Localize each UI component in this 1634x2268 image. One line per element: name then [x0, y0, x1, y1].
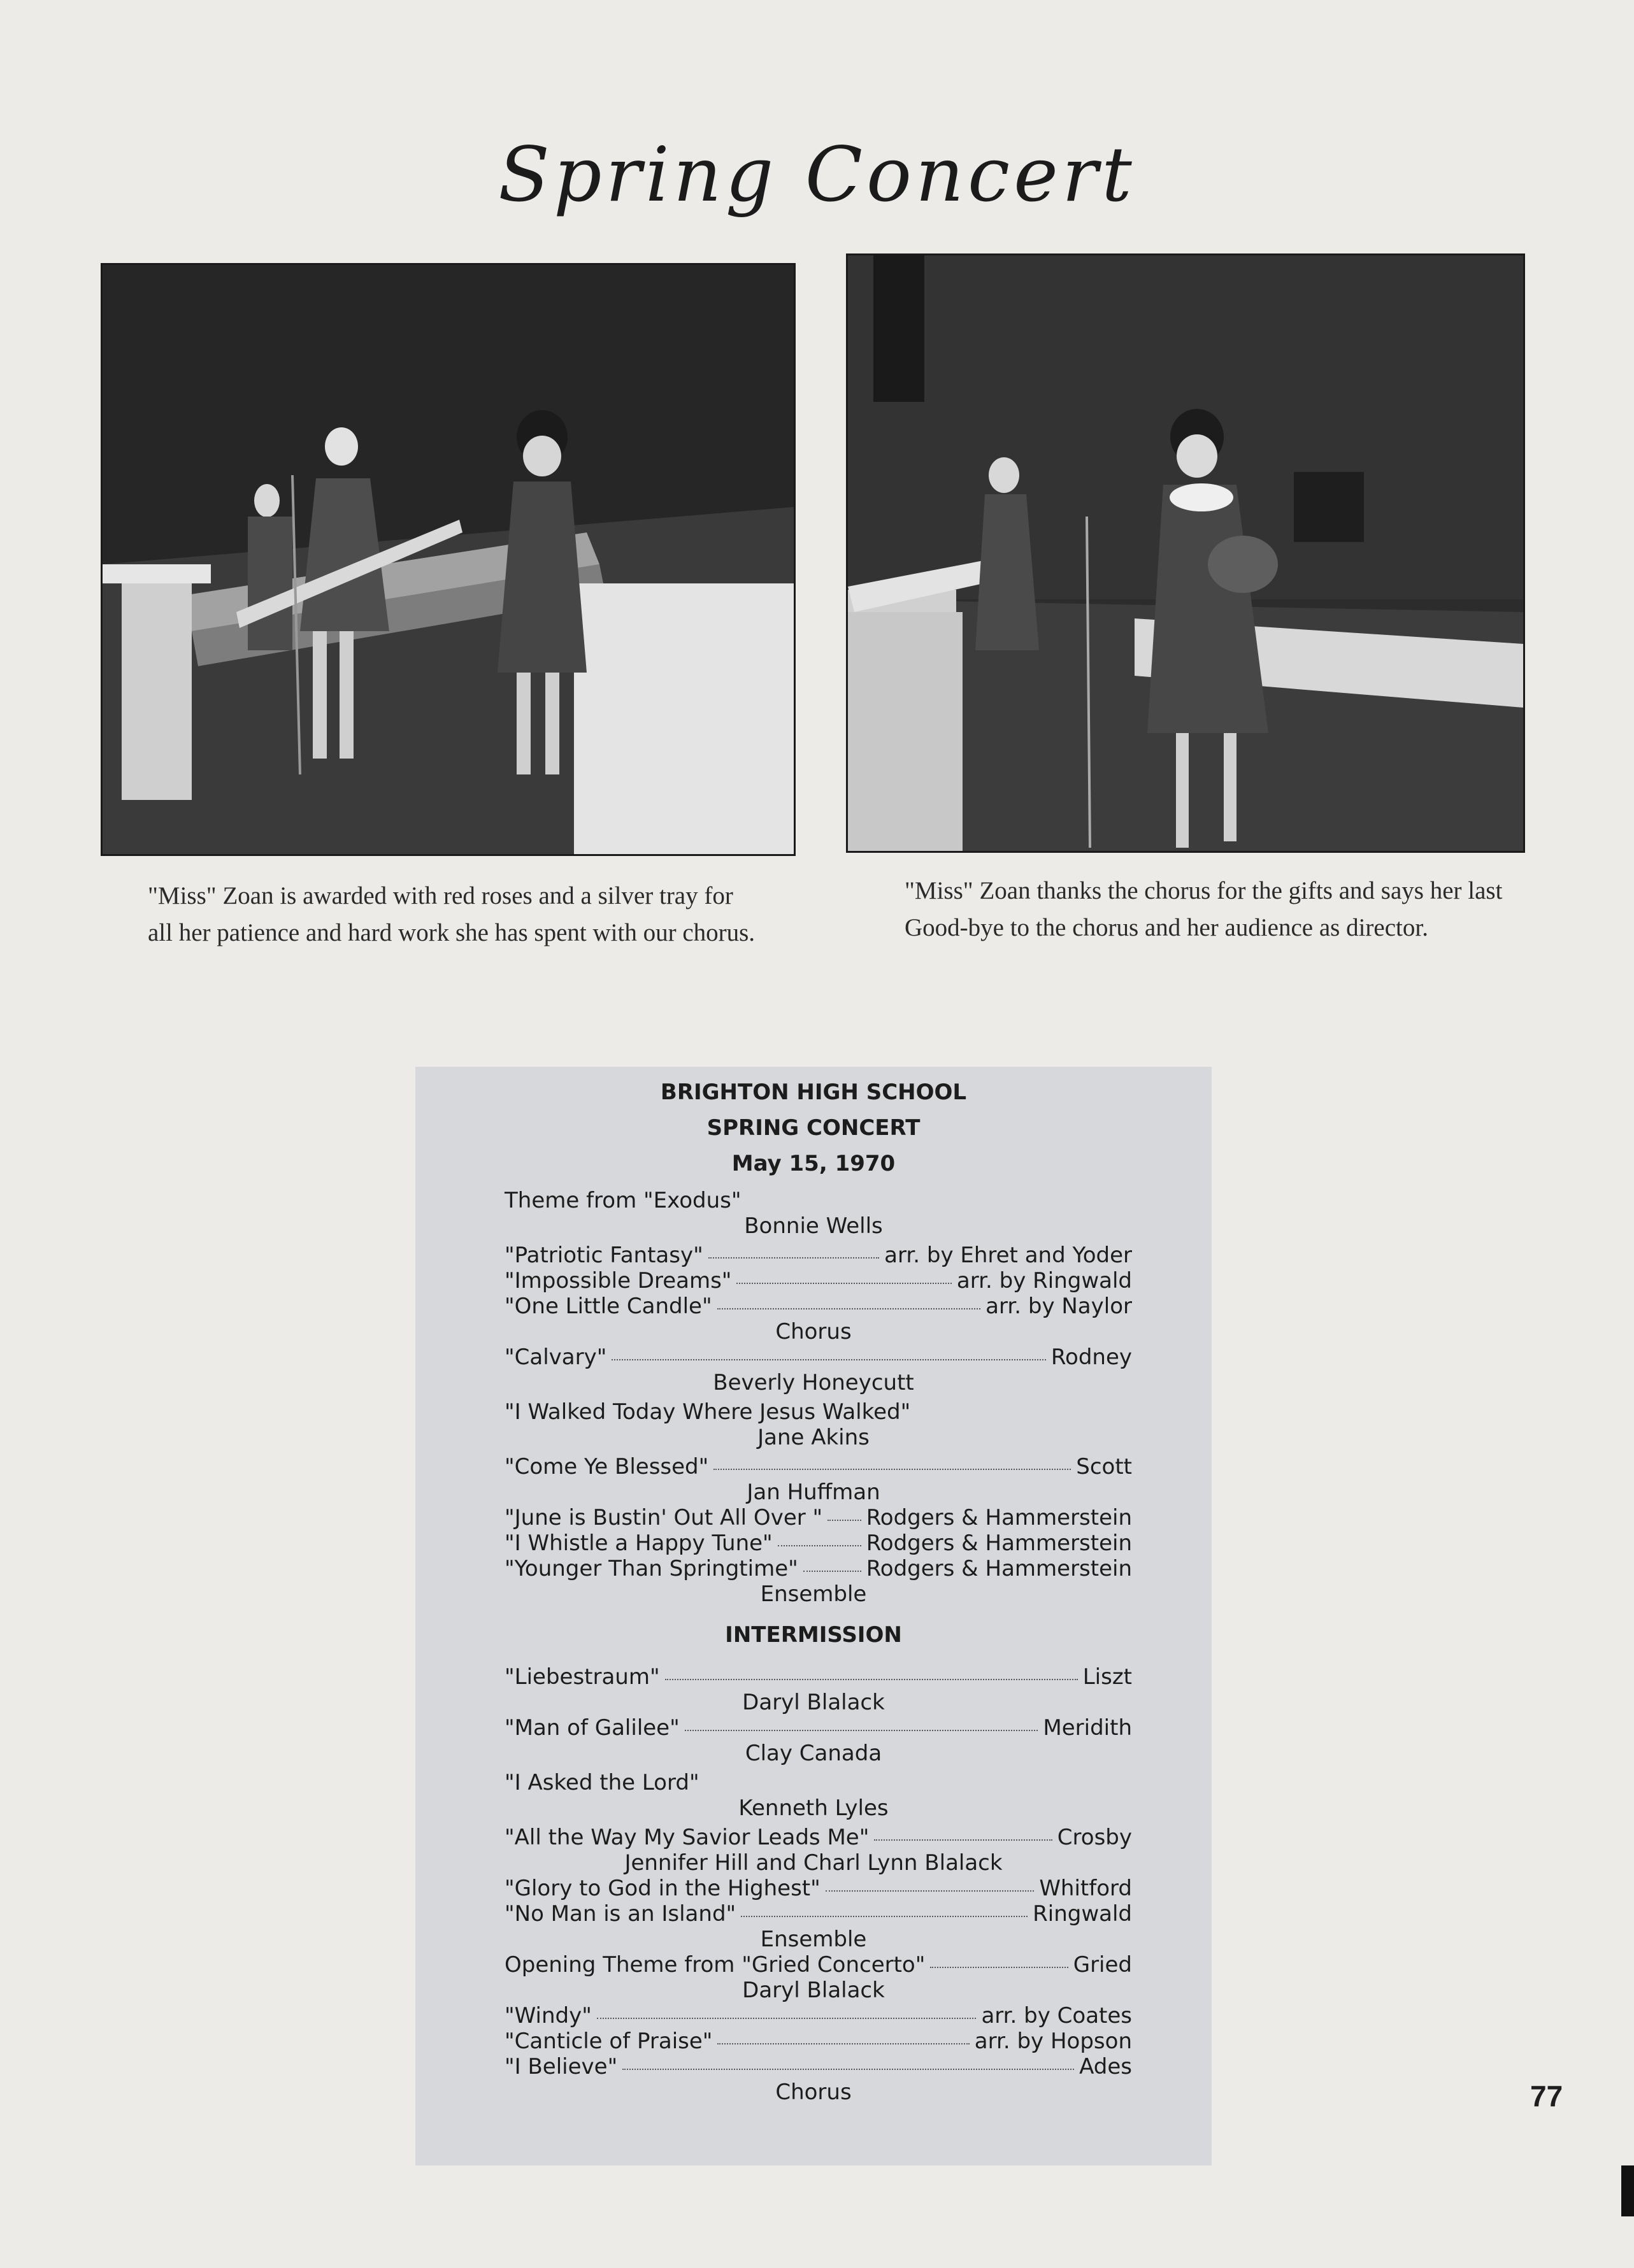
- program-piece-title: "No Man is an Island": [505, 1901, 736, 1927]
- program-piece-title: Theme from "Exodus": [505, 1188, 742, 1213]
- program-performer: Beverly Honeycutt: [713, 1370, 914, 1395]
- program-piece-title: "Windy": [505, 2003, 592, 2029]
- program-performer: Jane Akins: [757, 1425, 870, 1450]
- program-piece-credit: Whitford: [1039, 1876, 1132, 1901]
- program-piece-credit: arr. by Ehret and Yoder: [884, 1243, 1132, 1268]
- program-piece-title: "I Asked the Lord": [505, 1770, 699, 1795]
- program-performer: Chorus: [775, 2079, 852, 2105]
- program-performer: Daryl Blalack: [742, 1690, 885, 1715]
- program-piece-title: "Impossible Dreams": [505, 1268, 732, 1294]
- program-entry: [505, 1901, 1132, 1927]
- program-piece-credit: Liszt: [1082, 1664, 1132, 1690]
- program-piece-credit: arr. by Hopson: [974, 2029, 1132, 2054]
- program-piece-credit: Gried: [1073, 1952, 1132, 1978]
- leader-dots: [717, 2043, 969, 2044]
- program-date: May 15, 1970: [731, 1151, 896, 1176]
- program-performer: Ensemble: [760, 1581, 867, 1607]
- leader-dots: [612, 1359, 1046, 1360]
- program-entry: [505, 1399, 1132, 1425]
- program-entry: [505, 1505, 1132, 1530]
- leader-dots: [685, 1730, 1038, 1731]
- program-piece-title: "All the Way My Savior Leads Me": [505, 1825, 870, 1850]
- program-entry: [505, 1530, 1132, 1556]
- program-piece-title: "I Walked Today Where Jesus Walked": [505, 1399, 911, 1425]
- program-piece-credit: arr. by Naylor: [985, 1294, 1132, 1319]
- program-performer: Ensemble: [760, 1927, 867, 1952]
- program-piece-credit: Ringwald: [1033, 1901, 1132, 1927]
- program-piece-credit: arr. by Ringwald: [956, 1268, 1132, 1294]
- program-entry: [505, 1268, 1132, 1294]
- program-school: BRIGHTON HIGH SCHOOL: [660, 1080, 967, 1105]
- program-performer: Jennifer Hill and Charl Lynn Blalack: [624, 1850, 1003, 1876]
- program-piece-title: "Come Ye Blessed": [505, 1454, 709, 1480]
- program-piece-credit: Ades: [1079, 2054, 1132, 2079]
- program-piece-credit: Scott: [1076, 1454, 1132, 1480]
- program-entry: [505, 1556, 1132, 1581]
- leader-dots: [713, 1469, 1071, 1470]
- program-piece-title: "Liebestraum": [505, 1664, 660, 1690]
- program-entry: [505, 1294, 1132, 1319]
- program-heading: INTERMISSION: [725, 1622, 902, 1648]
- program-entry: [505, 1243, 1132, 1268]
- program-entry: [505, 1454, 1132, 1480]
- program-entry: [505, 1344, 1132, 1370]
- program-performer: Jan Huffman: [747, 1480, 880, 1505]
- leader-dots: [717, 1308, 981, 1309]
- program-entry: [505, 2003, 1132, 2029]
- program-performer: Daryl Blalack: [742, 1978, 885, 2003]
- program-entry: [505, 1188, 1132, 1213]
- program-piece-title: "One Little Candle": [505, 1294, 712, 1319]
- photo-director-farewell: [846, 253, 1525, 853]
- concert-program: [415, 1067, 1212, 2165]
- program-piece-title: "Younger Than Springtime": [505, 1556, 798, 1581]
- program-piece-credit: Meridith: [1043, 1715, 1132, 1741]
- program-piece-credit: Rodgers & Hammerstein: [866, 1530, 1132, 1556]
- program-piece-title: "June is Bustin' Out All Over ": [505, 1505, 823, 1530]
- page-number: 77: [1530, 2079, 1563, 2113]
- program-performer: Chorus: [775, 1319, 852, 1344]
- leader-dots: [826, 1890, 1035, 1892]
- caption-right: "Miss" Zoan thanks the chorus for the gifts and says her last Good-bye to the chorus and her audience as director.: [905, 877, 1503, 941]
- leader-dots: [622, 2069, 1074, 2070]
- program-entry: [505, 2029, 1132, 2054]
- caption-left: "Miss" Zoan is awarded with red roses and a silver tray for all her patience and hard work she has spent with our chorus.: [148, 882, 756, 946]
- program-entry: [505, 1876, 1132, 1901]
- program-piece-credit: Rodney: [1050, 1344, 1132, 1370]
- program-entry: [505, 1715, 1132, 1741]
- page-title: Spring Concert: [498, 131, 1136, 218]
- program-piece-credit: Crosby: [1057, 1825, 1132, 1850]
- program-entry: [505, 1952, 1132, 1978]
- program-entry: [505, 1770, 1132, 1795]
- program-event: SPRING CONCERT: [706, 1115, 921, 1141]
- leader-dots: [930, 1967, 1068, 1968]
- leader-dots: [708, 1257, 879, 1259]
- leader-dots: [665, 1679, 1078, 1680]
- leader-dots: [741, 1916, 1028, 1917]
- program-piece-title: "Glory to God in the Highest": [505, 1876, 821, 1901]
- program-performer: Clay Canada: [745, 1741, 882, 1766]
- program-piece-title: "Man of Galilee": [505, 1715, 680, 1741]
- program-piece-title: "Calvary": [505, 1344, 607, 1370]
- program-entry: [505, 1664, 1132, 1690]
- program-piece-title: "Patriotic Fantasy": [505, 1243, 703, 1268]
- leader-dots: [874, 1839, 1052, 1841]
- program-entry: [505, 1825, 1132, 1850]
- program-piece-credit: arr. by Coates: [981, 2003, 1132, 2029]
- program-piece-title: Opening Theme from "Gried Concerto": [505, 1952, 926, 1978]
- program-performer: Kenneth Lyles: [738, 1795, 889, 1821]
- program-entry: [505, 2054, 1132, 2079]
- leader-dots: [597, 2018, 977, 2019]
- leader-dots: [736, 1283, 951, 1284]
- program-performer: Bonnie Wells: [744, 1213, 883, 1239]
- program-piece-title: "I Whistle a Happy Tune": [505, 1530, 773, 1556]
- program-piece-credit: Rodgers & Hammerstein: [866, 1556, 1132, 1581]
- program-piece-title: "Canticle of Praise": [505, 2029, 713, 2054]
- leader-dots: [778, 1545, 861, 1546]
- program-piece-title: "I Believe": [505, 2054, 618, 2079]
- leader-dots: [828, 1520, 861, 1521]
- photo-award-presentation: [101, 263, 796, 856]
- program-piece-credit: Rodgers & Hammerstein: [866, 1505, 1132, 1530]
- leader-dots: [803, 1571, 861, 1572]
- page-edge-mark: [1621, 2165, 1634, 2216]
